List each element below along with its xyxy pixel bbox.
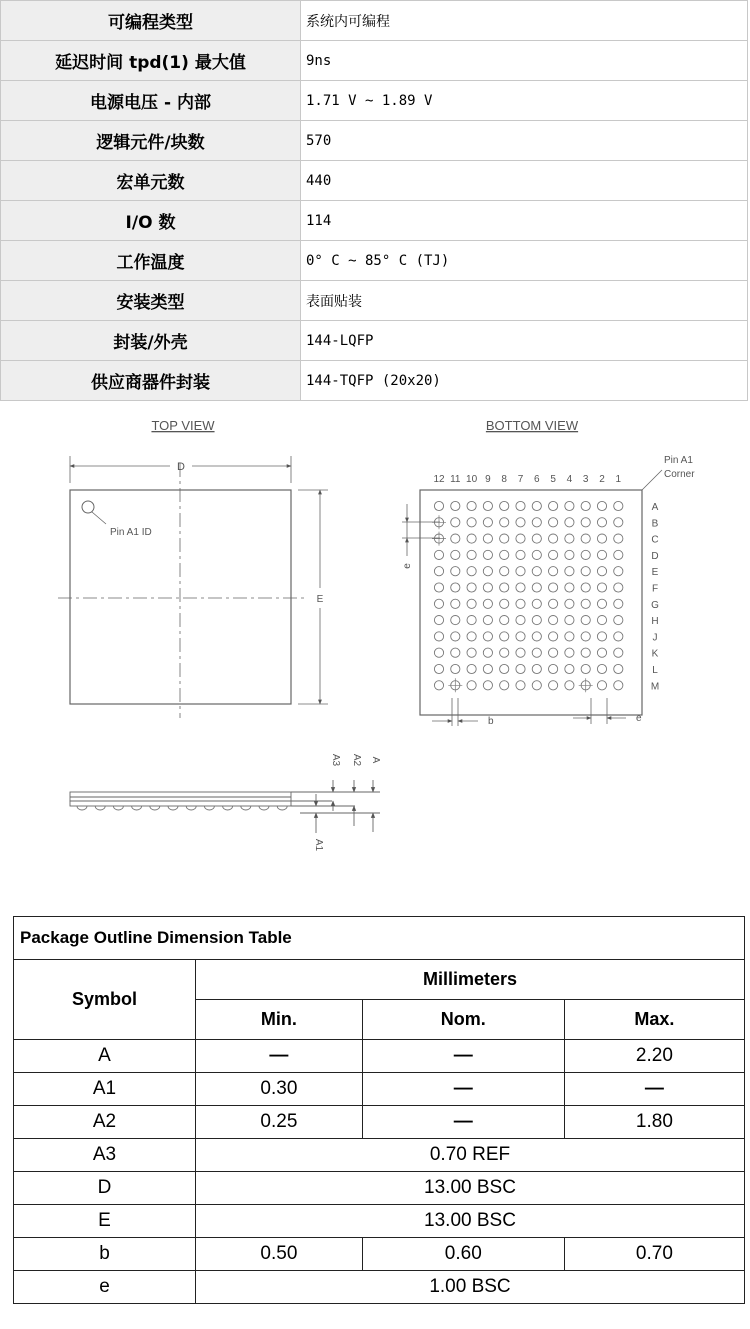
column-labels (433, 474, 621, 485)
table-row (14, 1205, 745, 1238)
solder-ball (581, 550, 590, 559)
solder-ball (516, 501, 525, 510)
pin-a1-corner-label-2: Corner (664, 469, 695, 480)
top-view-title: TOP VIEW (151, 418, 215, 433)
pitch-label-vertical: e (402, 563, 413, 569)
solder-ball (597, 583, 606, 592)
bottom-view-title: BOTTOM VIEW (485, 418, 579, 433)
solder-ball (451, 632, 460, 641)
nom-cell: — (362, 1040, 564, 1073)
spec-label: 电源电压 - 内部 (1, 81, 301, 121)
column-number: 2 (599, 474, 605, 485)
solder-ball (483, 616, 492, 625)
solder-ball (451, 534, 460, 543)
solder-ball (483, 501, 492, 510)
solder-ball (451, 518, 460, 527)
solder-ball (614, 664, 623, 673)
solder-ball (581, 567, 590, 576)
max-header: Max. (564, 1000, 744, 1040)
solder-ball (597, 501, 606, 510)
side-ball (241, 806, 251, 810)
solder-ball (614, 518, 623, 527)
solder-ball (532, 616, 541, 625)
spec-label: 可编程类型 (1, 1, 301, 41)
solder-ball (549, 681, 558, 690)
min-header: Min. (196, 1000, 363, 1040)
solder-ball (434, 681, 443, 690)
spec-row (1, 321, 748, 361)
spec-row (1, 121, 748, 161)
row-letter: F (651, 583, 659, 595)
e-dimension-label: E (316, 594, 324, 605)
solder-ball (565, 518, 574, 527)
solder-ball (565, 583, 574, 592)
nom-cell: — (362, 1106, 564, 1139)
ball-diameter-label: b (488, 716, 494, 727)
solder-ball (614, 599, 623, 608)
table-row (14, 1040, 745, 1073)
side-label-a2: A2 (351, 753, 362, 767)
solder-ball (549, 599, 558, 608)
solder-ball (549, 616, 558, 625)
solder-ball (500, 648, 509, 657)
row-letter: B (651, 518, 659, 530)
spec-label: 供应商器件封装 (1, 361, 301, 401)
side-ball (277, 806, 287, 810)
symbol-header: Symbol (14, 960, 196, 1040)
unit-header: Millimeters (196, 960, 745, 1000)
solder-ball (467, 632, 476, 641)
side-label-a1: A1 (313, 838, 324, 852)
solder-ball (565, 648, 574, 657)
solder-ball (434, 648, 443, 657)
solder-ball (500, 501, 509, 510)
solder-ball (500, 550, 509, 559)
span-cell: 13.00 BSC (196, 1205, 745, 1238)
solder-ball (549, 501, 558, 510)
solder-ball (516, 648, 525, 657)
solder-ball (532, 599, 541, 608)
solder-ball (500, 616, 509, 625)
spec-value: 570 (301, 121, 748, 161)
top-view (58, 456, 328, 718)
solder-ball (581, 616, 590, 625)
d-dimension-label: D (177, 461, 185, 473)
solder-ball (565, 599, 574, 608)
column-number: 8 (501, 474, 507, 485)
max-cell: 2.20 (564, 1040, 744, 1073)
solder-ball (581, 599, 590, 608)
solder-ball (434, 599, 443, 608)
spec-row (1, 1, 748, 41)
column-number: 7 (517, 474, 524, 485)
row-labels (651, 502, 659, 692)
spec-label: 封装/外壳 (1, 321, 301, 361)
side-view-balls (77, 806, 287, 810)
side-ball (150, 806, 160, 810)
solder-ball (451, 648, 460, 657)
column-number: 4 (566, 474, 573, 485)
solder-ball (532, 550, 541, 559)
solder-ball (614, 681, 623, 690)
spec-table (0, 0, 748, 401)
solder-ball (483, 632, 492, 641)
solder-ball (467, 599, 476, 608)
column-number: 6 (534, 474, 540, 485)
solder-ball (549, 518, 558, 527)
solder-ball (434, 632, 443, 641)
package-drawing (0, 408, 750, 888)
solder-ball (467, 583, 476, 592)
symbol-cell: b (14, 1238, 196, 1271)
solder-ball (483, 550, 492, 559)
solder-ball (597, 550, 606, 559)
row-letter: K (651, 648, 659, 660)
solder-ball (500, 518, 509, 527)
column-number: 9 (485, 474, 491, 485)
solder-ball (597, 664, 606, 673)
solder-ball (597, 681, 606, 690)
solder-ball (516, 518, 525, 527)
solder-ball (549, 567, 558, 576)
solder-ball (565, 501, 574, 510)
min-cell: 0.30 (196, 1073, 363, 1106)
row-letter: L (652, 665, 658, 676)
solder-ball (565, 567, 574, 576)
side-ball (77, 806, 87, 810)
solder-ball (532, 664, 541, 673)
ball-centerline (448, 678, 462, 692)
solder-ball (532, 518, 541, 527)
solder-ball (483, 664, 492, 673)
spec-row (1, 81, 748, 121)
solder-ball (597, 567, 606, 576)
spec-row (1, 201, 748, 241)
nom-header: Nom. (362, 1000, 564, 1040)
spec-label: 延迟时间 tpd(1) 最大值 (1, 41, 301, 81)
solder-ball (516, 583, 525, 592)
symbol-cell: A1 (14, 1073, 196, 1106)
solder-ball (565, 681, 574, 690)
solder-ball (434, 616, 443, 625)
solder-ball (483, 681, 492, 690)
solder-ball (581, 501, 590, 510)
solder-ball (451, 664, 460, 673)
dimension-table-title: Package Outline Dimension Table (14, 917, 745, 960)
solder-ball (467, 616, 476, 625)
solder-ball (516, 567, 525, 576)
solder-ball (516, 599, 525, 608)
spec-label: 安装类型 (1, 281, 301, 321)
dimension-table (13, 916, 745, 1304)
min-cell: 0.50 (196, 1238, 363, 1271)
solder-ball (500, 599, 509, 608)
solder-ball (516, 616, 525, 625)
solder-ball (614, 583, 623, 592)
spec-row (1, 161, 748, 201)
side-ball (95, 806, 105, 810)
span-cell: 13.00 BSC (196, 1172, 745, 1205)
row-letter: D (651, 550, 659, 562)
solder-ball (434, 664, 443, 673)
solder-ball (483, 583, 492, 592)
ball-grid (432, 501, 623, 692)
spec-value: 表面贴装 (301, 281, 748, 321)
solder-ball (483, 599, 492, 608)
solder-ball (516, 550, 525, 559)
solder-ball (532, 534, 541, 543)
solder-ball (467, 501, 476, 510)
spec-value: 0° C ~ 85° C (TJ) (301, 241, 748, 281)
solder-ball (516, 664, 525, 673)
solder-ball (549, 583, 558, 592)
row-letter: J (652, 632, 658, 644)
solder-ball (597, 599, 606, 608)
solder-ball (549, 632, 558, 641)
solder-ball (565, 550, 574, 559)
column-number: 10 (466, 474, 478, 485)
solder-ball (614, 550, 623, 559)
solder-ball (516, 681, 525, 690)
spec-value: 系统内可编程 (301, 1, 748, 41)
solder-ball (500, 567, 509, 576)
solder-ball (597, 616, 606, 625)
pin-a1-id-label: Pin A1 ID (110, 527, 152, 538)
solder-ball (597, 534, 606, 543)
solder-ball (500, 664, 509, 673)
side-ball (259, 806, 269, 810)
solder-ball (483, 567, 492, 576)
spec-value: 144-TQFP (20x20) (301, 361, 748, 401)
solder-ball (500, 583, 509, 592)
solder-ball (581, 583, 590, 592)
pin-a1-corner-label: Pin A1 (664, 455, 693, 466)
row-letter: C (651, 534, 659, 546)
solder-ball (532, 567, 541, 576)
solder-ball (434, 583, 443, 592)
spec-label: 宏单元数 (1, 161, 301, 201)
side-ball (186, 806, 196, 810)
solder-ball (581, 518, 590, 527)
solder-ball (549, 664, 558, 673)
row-letter: H (651, 616, 659, 628)
max-cell: 1.80 (564, 1106, 744, 1139)
solder-ball (581, 648, 590, 657)
ball-centerline (579, 678, 593, 692)
solder-ball (614, 632, 623, 641)
table-row (14, 1271, 745, 1304)
solder-ball (451, 567, 460, 576)
solder-ball (516, 534, 525, 543)
solder-ball (434, 501, 443, 510)
spec-value: 1.71 V ~ 1.89 V (301, 81, 748, 121)
row-letter: A (651, 502, 659, 513)
symbol-cell: e (14, 1271, 196, 1304)
solder-ball (532, 632, 541, 641)
solder-ball (581, 632, 590, 641)
solder-ball (532, 583, 541, 592)
max-cell: 0.70 (564, 1238, 744, 1271)
column-number: 11 (450, 474, 461, 485)
side-ball (204, 806, 214, 810)
table-row (14, 1073, 745, 1106)
solder-ball (467, 567, 476, 576)
solder-ball (451, 616, 460, 625)
solder-ball (614, 567, 623, 576)
solder-ball (483, 648, 492, 657)
row-letter: E (651, 567, 659, 579)
solder-ball (549, 550, 558, 559)
ball-centerline (432, 532, 446, 546)
nom-cell: — (362, 1073, 564, 1106)
solder-ball (565, 616, 574, 625)
bottom-view (402, 470, 662, 726)
solder-ball (549, 534, 558, 543)
side-label-a: A (370, 756, 381, 764)
side-ball (223, 806, 233, 810)
side-ball (113, 806, 123, 810)
solder-ball (532, 501, 541, 510)
side-label-a3: A3 (330, 753, 341, 767)
nom-cell: 0.60 (362, 1238, 564, 1271)
min-cell: — (196, 1040, 363, 1073)
solder-ball (451, 550, 460, 559)
solder-ball (500, 681, 509, 690)
solder-ball (483, 534, 492, 543)
row-letter: G (651, 599, 659, 611)
symbol-cell: E (14, 1205, 196, 1238)
symbol-cell: D (14, 1172, 196, 1205)
solder-ball (614, 501, 623, 510)
solder-ball (467, 550, 476, 559)
spec-value: 114 (301, 201, 748, 241)
table-row (14, 1139, 745, 1172)
spec-row (1, 241, 748, 281)
solder-ball (434, 567, 443, 576)
pitch-label-horizontal: e (636, 713, 642, 724)
solder-ball (614, 648, 623, 657)
solder-ball (483, 518, 492, 527)
spec-value: 440 (301, 161, 748, 201)
spec-value: 9ns (301, 41, 748, 81)
min-cell: 0.25 (196, 1106, 363, 1139)
spec-label: 逻辑元件/块数 (1, 121, 301, 161)
spec-label: I/O 数 (1, 201, 301, 241)
solder-ball (565, 534, 574, 543)
table-row (14, 1106, 745, 1139)
spec-row (1, 41, 748, 81)
solder-ball (434, 550, 443, 559)
table-row (14, 1172, 745, 1205)
table-row (14, 1238, 745, 1271)
top-view-body (70, 490, 291, 704)
solder-ball (597, 518, 606, 527)
solder-ball (549, 648, 558, 657)
column-number: 5 (550, 474, 556, 485)
column-number: 3 (582, 474, 589, 485)
spec-row (1, 281, 748, 321)
solder-ball (516, 632, 525, 641)
solder-ball (581, 664, 590, 673)
solder-ball (467, 664, 476, 673)
max-cell: — (564, 1073, 744, 1106)
solder-ball (500, 534, 509, 543)
solder-ball (467, 518, 476, 527)
side-ball (132, 806, 142, 810)
spec-value: 144-LQFP (301, 321, 748, 361)
column-number: 12 (433, 474, 445, 485)
solder-ball (467, 534, 476, 543)
solder-ball (451, 599, 460, 608)
solder-ball (597, 632, 606, 641)
solder-ball (532, 681, 541, 690)
symbol-cell: A2 (14, 1106, 196, 1139)
span-cell: 0.70 REF (196, 1139, 745, 1172)
spec-row (1, 361, 748, 401)
solder-ball (565, 664, 574, 673)
solder-ball (581, 534, 590, 543)
side-ball (168, 806, 178, 810)
solder-ball (467, 648, 476, 657)
span-cell: 1.00 BSC (196, 1271, 745, 1304)
solder-ball (597, 648, 606, 657)
symbol-cell: A (14, 1040, 196, 1073)
column-number: 1 (615, 474, 622, 485)
solder-ball (500, 632, 509, 641)
solder-ball (451, 501, 460, 510)
spec-label: 工作温度 (1, 241, 301, 281)
symbol-cell: A3 (14, 1139, 196, 1172)
solder-ball (451, 583, 460, 592)
solder-ball (614, 616, 623, 625)
solder-ball (532, 648, 541, 657)
row-letter: M (650, 681, 660, 693)
solder-ball (565, 632, 574, 641)
solder-ball (614, 534, 623, 543)
side-view (70, 780, 380, 833)
solder-ball (467, 681, 476, 690)
